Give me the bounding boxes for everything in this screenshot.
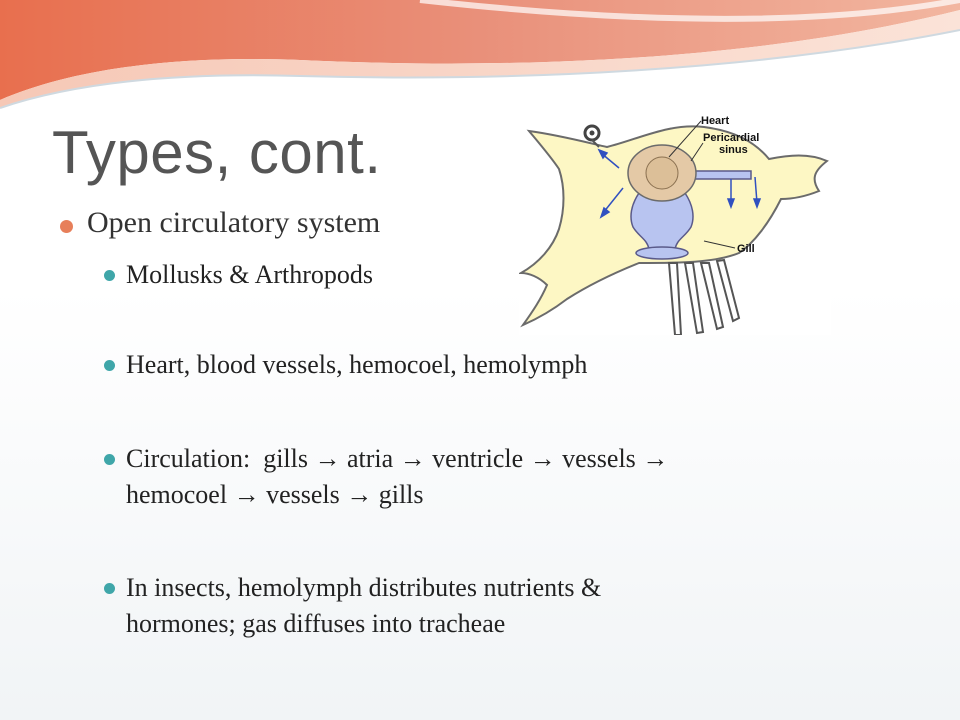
sub-bullet-text: Heart, blood vessels, hemocoel, hemolymph [126, 350, 588, 379]
top-wave-decoration [0, 0, 960, 120]
sub-bullet-dot [104, 583, 115, 594]
main-bullet-text: Open circulatory system [87, 206, 381, 239]
sub-bullet-text: In insects, hemolymph distributes nutrients & hormones; gas diffuses into tracheae [126, 573, 602, 638]
sub-bullet-dot [104, 270, 115, 281]
mollusk-diagram [519, 113, 831, 335]
label-gill: Gill [737, 243, 755, 255]
main-bullet [60, 206, 380, 240]
sub-bullet-text: Circulation: gills → atria → ventricle → vessels → hemocoel → vessels → gills [126, 444, 669, 509]
label-heart: Heart [701, 115, 730, 127]
bullet-dot [60, 220, 73, 233]
sub-bullet-dot [104, 454, 115, 465]
open-circulatory-diagram [519, 113, 831, 335]
sub-bullet-1 [104, 257, 804, 293]
sub-bullet-3 [104, 441, 804, 513]
label-sinus: sinus [719, 144, 748, 156]
slide-title: Types, cont. [52, 119, 382, 186]
sub-bullet-4 [104, 570, 804, 642]
sub-bullet-text: Mollusks & Arthropods [126, 260, 374, 289]
sub-bullet-dot [104, 360, 115, 371]
sub-bullet-2 [104, 347, 804, 383]
label-pericardial: Pericardial [703, 132, 760, 144]
